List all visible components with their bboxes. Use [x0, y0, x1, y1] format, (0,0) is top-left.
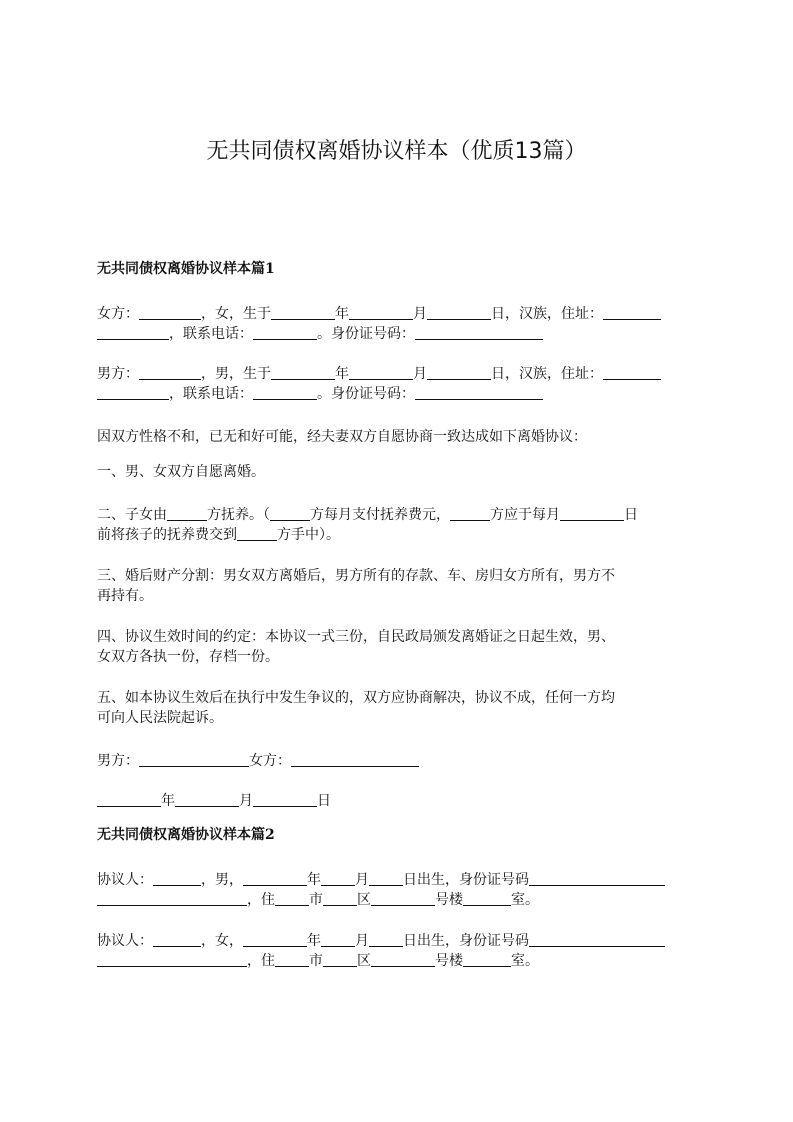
- address-blank-cont: [97, 323, 169, 340]
- day-blank: [560, 504, 624, 521]
- section-1-heading: 无共同债权离婚协议样本篇1: [97, 261, 275, 277]
- id-blank: [415, 323, 543, 340]
- district-blank: [323, 950, 357, 967]
- text: 室。: [511, 892, 539, 908]
- text: 日: [317, 793, 331, 809]
- female-signature-blank: [291, 750, 419, 767]
- text: ，住: [247, 892, 275, 908]
- phone-blank: [253, 383, 317, 400]
- name-blank: [139, 303, 201, 320]
- room-blank: [463, 950, 511, 967]
- party-blank: [450, 504, 490, 521]
- year-blank: [243, 930, 307, 947]
- text: 年: [307, 933, 321, 949]
- section-1-date: [97, 790, 697, 810]
- text: 日: [624, 507, 638, 523]
- id-blank-cont: [97, 889, 247, 906]
- address-blank: [603, 363, 661, 380]
- text: 月: [355, 933, 369, 949]
- text: 。身份证号码：: [317, 386, 415, 402]
- male-signature-blank: [139, 750, 249, 767]
- day-blank: [369, 869, 403, 886]
- section-1-signatures: [97, 750, 697, 770]
- text: 方每月支付抚养费元，: [310, 507, 450, 523]
- section-1-clause-2: [97, 504, 697, 544]
- city-blank: [275, 889, 309, 906]
- section-1-female-party: [97, 303, 697, 343]
- label: 男方：: [97, 366, 139, 382]
- month-blank: [349, 363, 413, 380]
- id-blank-cont: [97, 950, 247, 967]
- building-blank: [371, 950, 435, 967]
- address-blank: [603, 303, 661, 320]
- text: 号楼: [435, 892, 463, 908]
- building-blank: [371, 889, 435, 906]
- text: 市: [309, 953, 323, 969]
- day-blank: [427, 363, 491, 380]
- document-title: 无共同债权离婚协议样本（优质13篇）: [206, 139, 587, 164]
- id-blank: [415, 383, 543, 400]
- month-blank: [175, 790, 239, 807]
- text: 方手中）。: [277, 527, 340, 543]
- day-blank: [369, 930, 403, 947]
- text: 女方：: [249, 753, 291, 769]
- text: 二、子女由: [97, 507, 167, 523]
- text: 日出生，身份证号码: [403, 933, 529, 949]
- text: 月: [413, 366, 427, 382]
- party-blank: [237, 524, 277, 541]
- text: 月: [413, 306, 427, 322]
- room-blank: [463, 889, 511, 906]
- section-1-male-party: [97, 363, 697, 403]
- text: ，男，: [201, 872, 243, 888]
- text: ，联系电话：: [169, 386, 253, 402]
- section-1-clause-1: 一、男、女双方自愿离婚。: [97, 464, 265, 480]
- text: 协议人：: [97, 933, 153, 949]
- year-blank: [243, 869, 307, 886]
- year-blank: [271, 303, 335, 320]
- section-2-party-1: [97, 869, 697, 909]
- month-blank: [321, 869, 355, 886]
- text: 日，汉族，住址：: [491, 366, 603, 382]
- text: 方应于每月: [490, 507, 560, 523]
- text: 年: [335, 306, 349, 322]
- name-blank: [153, 869, 201, 886]
- text: 室。: [511, 953, 539, 969]
- section-2-party-2: [97, 930, 697, 970]
- month-blank: [349, 303, 413, 320]
- text: ，联系电话：: [169, 326, 253, 342]
- text: 月: [239, 793, 253, 809]
- label: 女方：: [97, 306, 139, 322]
- text: ，男，生于: [201, 366, 271, 382]
- day-blank: [427, 303, 491, 320]
- name-blank: [153, 930, 201, 947]
- text: 日出生，身份证号码: [403, 872, 529, 888]
- text: 。身份证号码：: [317, 326, 415, 342]
- text: 前将孩子的抚养费交到: [97, 527, 237, 543]
- text: 号楼: [435, 953, 463, 969]
- text: 市: [309, 892, 323, 908]
- text: 男方：: [97, 753, 139, 769]
- text: ，女，: [201, 933, 243, 949]
- section-1-clause-4: 四、协议生效时间的约定：本协议一式三份，自民政局颁发离婚证之日起生效，男、 女双方各执一份，存档一份。: [97, 629, 615, 665]
- text: 日，汉族，住址：: [491, 306, 603, 322]
- text: 协议人：: [97, 872, 153, 888]
- text: 区: [357, 892, 371, 908]
- month-blank: [321, 930, 355, 947]
- text: ，女，生于: [201, 306, 271, 322]
- id-blank: [529, 930, 665, 947]
- text: 区: [357, 953, 371, 969]
- text: 月: [355, 872, 369, 888]
- id-blank: [529, 869, 665, 886]
- year-blank: [97, 790, 161, 807]
- text: ，住: [247, 953, 275, 969]
- section-1-clause-3: 三、婚后财产分割：男女双方离婚后，男方所有的存款、车、房归女方所有，男方不 再持有。: [97, 568, 615, 604]
- text: 方抚养。（: [207, 507, 270, 523]
- section-2-heading: 无共同债权离婚协议样本篇2: [97, 827, 275, 843]
- city-blank: [275, 950, 309, 967]
- section-1-intro: 因双方性格不和，已无和好可能，经夫妻双方自愿协商一致达成如下离婚协议：: [97, 429, 587, 445]
- text: 年: [335, 366, 349, 382]
- section-1-clause-5: 五、如本协议生效后在执行中发生争议的，双方应协商解决，协议不成，任何一方均 可向人民法院起诉。: [97, 690, 615, 726]
- name-blank: [139, 363, 201, 380]
- party-blank: [270, 504, 310, 521]
- address-blank-cont: [97, 383, 169, 400]
- district-blank: [323, 889, 357, 906]
- phone-blank: [253, 323, 317, 340]
- day-blank: [253, 790, 317, 807]
- text: 年: [307, 872, 321, 888]
- text: 年: [161, 793, 175, 809]
- party-blank: [167, 504, 207, 521]
- year-blank: [271, 363, 335, 380]
